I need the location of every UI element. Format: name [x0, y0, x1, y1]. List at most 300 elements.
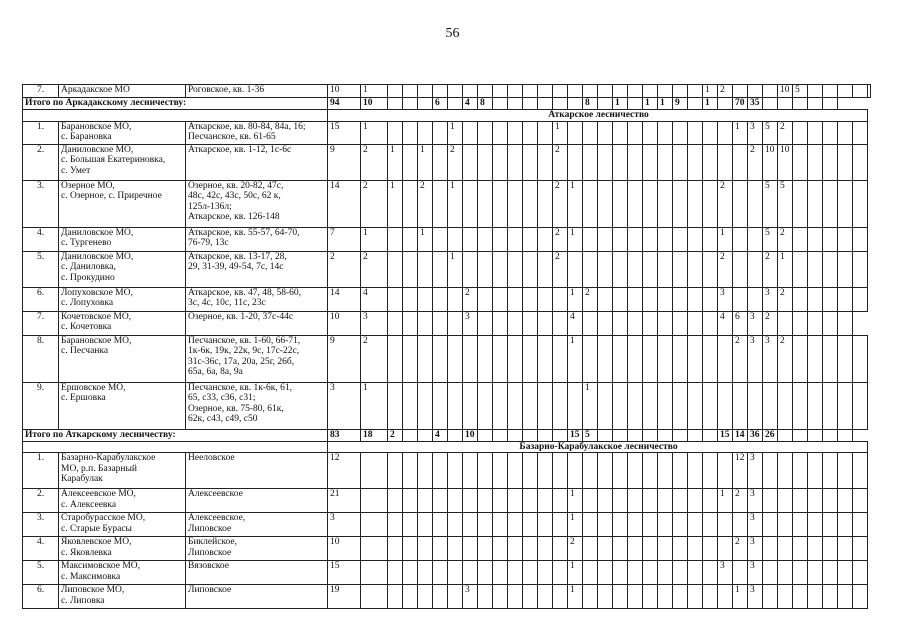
forest-blocks-cell: Алексеевское: [186, 489, 328, 513]
total-count-cell: 2: [328, 251, 361, 287]
value-cell: [703, 311, 718, 335]
value-cell: [613, 287, 628, 311]
value-cell: [613, 489, 628, 513]
value-cell: [403, 180, 418, 227]
table-row: [23, 227, 871, 251]
value-cell: [853, 453, 868, 489]
value-cell: [808, 144, 823, 180]
value-cell: [418, 585, 433, 609]
value-cell: [793, 561, 808, 585]
value-cell: [643, 85, 658, 98]
value-cell: [508, 453, 523, 489]
value-cell: 2: [361, 144, 388, 180]
value-cell: [448, 453, 463, 489]
total-value-cell: [553, 429, 568, 441]
value-cell: [703, 537, 718, 561]
value-cell: [823, 561, 838, 585]
value-cell: [703, 585, 718, 609]
value-cell: 3: [748, 537, 763, 561]
value-cell: [583, 537, 598, 561]
value-cell: [478, 85, 493, 98]
value-cell: [598, 85, 613, 98]
value-cell: [808, 537, 823, 561]
value-cell: [523, 561, 538, 585]
value-cell: [493, 335, 508, 382]
value-cell: [793, 227, 808, 251]
value-cell: [361, 513, 388, 537]
value-cell: [478, 537, 493, 561]
value-cell: [463, 382, 478, 429]
value-cell: [643, 227, 658, 251]
municipality-cell: Кочетовское МО, с. Кочетовка: [59, 311, 186, 335]
value-cell: [793, 180, 808, 227]
value-cell: 2: [748, 144, 763, 180]
value-cell: [448, 85, 463, 98]
value-cell: 1: [418, 227, 433, 251]
total-value-cell: [493, 429, 508, 441]
value-cell: [688, 537, 703, 561]
value-cell: 3: [763, 287, 778, 311]
value-cell: [583, 227, 598, 251]
total-count-cell: 15: [328, 561, 361, 585]
value-cell: [778, 311, 793, 335]
value-cell: 1: [568, 513, 583, 537]
value-cell: [553, 311, 568, 335]
value-cell: [493, 585, 508, 609]
value-cell: [538, 144, 553, 180]
value-cell: [763, 585, 778, 609]
value-cell: [403, 227, 418, 251]
value-cell: [538, 227, 553, 251]
value-cell: [823, 453, 838, 489]
value-cell: [853, 144, 868, 180]
value-cell: [433, 335, 448, 382]
value-cell: 1: [448, 251, 463, 287]
row-number-cell: 4.: [23, 537, 59, 561]
value-cell: [838, 85, 853, 98]
value-cell: [673, 85, 688, 98]
value-cell: 2: [361, 251, 388, 287]
value-cell: [808, 561, 823, 585]
value-cell: [388, 489, 403, 513]
value-cell: [478, 287, 493, 311]
value-cell: [673, 453, 688, 489]
value-cell: [598, 180, 613, 227]
value-cell: [523, 489, 538, 513]
value-cell: [478, 585, 493, 609]
total-value-cell: 26: [763, 429, 778, 441]
value-cell: [598, 311, 613, 335]
value-cell: [463, 561, 478, 585]
value-cell: [703, 144, 718, 180]
value-cell: [523, 180, 538, 227]
value-cell: [643, 251, 658, 287]
value-cell: [361, 561, 388, 585]
value-cell: 3: [763, 335, 778, 382]
value-cell: [703, 287, 718, 311]
value-cell: [793, 121, 808, 144]
value-cell: [463, 537, 478, 561]
total-value-cell: 70: [733, 98, 748, 110]
forest-blocks-cell: Песчанское, кв. 1-60, 66-71, 1к-6к, 19к, 22к, 9с, 17с-22с, 31с-36с, 17а, 20а, 25г, 26б, 65а, 6а, 8а, 9а: [186, 335, 328, 382]
table-row: [23, 585, 871, 609]
value-cell: [763, 537, 778, 561]
value-cell: [688, 561, 703, 585]
value-cell: [838, 311, 853, 335]
value-cell: 1: [361, 382, 388, 429]
value-cell: [361, 453, 388, 489]
value-cell: 1: [733, 121, 748, 144]
forest-blocks-cell: Аткарское, кв. 13-17, 28, 29, 31-39, 49-54, 7с, 14с: [186, 251, 328, 287]
total-value-cell: [643, 429, 658, 441]
total-count-cell: 12: [328, 453, 361, 489]
value-cell: [568, 85, 583, 98]
value-cell: [793, 251, 808, 287]
value-cell: [598, 537, 613, 561]
total-value-cell: 4: [463, 98, 478, 110]
value-cell: [403, 251, 418, 287]
value-cell: [643, 561, 658, 585]
value-cell: [823, 180, 838, 227]
value-cell: [388, 251, 403, 287]
total-value-cell: [508, 98, 523, 110]
value-cell: [553, 585, 568, 609]
value-cell: [361, 537, 388, 561]
value-cell: 1: [568, 585, 583, 609]
value-cell: [448, 382, 463, 429]
total-count-cell: 3: [328, 382, 361, 429]
value-cell: [688, 489, 703, 513]
value-cell: 1: [448, 121, 463, 144]
value-cell: [403, 585, 418, 609]
value-cell: [493, 453, 508, 489]
value-cell: 10: [778, 85, 793, 98]
municipality-cell: Ершовское МО, с. Ершовка: [59, 382, 186, 429]
value-cell: [673, 227, 688, 251]
value-cell: [628, 144, 643, 180]
value-cell: [613, 561, 628, 585]
value-cell: [613, 311, 628, 335]
value-cell: [628, 382, 643, 429]
value-cell: [658, 287, 673, 311]
total-count-cell: 94: [328, 98, 361, 110]
forest-blocks-cell: Песчанское, кв. 1к-6к, 61, 65, с33, с36, с31; Озерное, кв. 75-80, 61к, 62к, с43, с49, с50: [186, 382, 328, 429]
value-cell: [433, 382, 448, 429]
value-cell: [733, 251, 748, 287]
value-cell: [598, 382, 613, 429]
value-cell: [448, 489, 463, 513]
row-number-cell: 7.: [23, 85, 59, 98]
value-cell: 3: [748, 489, 763, 513]
value-cell: [688, 121, 703, 144]
total-value-cell: 2: [388, 429, 403, 441]
value-cell: 5: [793, 85, 808, 98]
total-count-cell: 10: [328, 537, 361, 561]
municipality-cell: Старобурасское МО, с. Старые Бурасы: [59, 513, 186, 537]
value-cell: [613, 537, 628, 561]
total-value-cell: [808, 98, 823, 110]
value-cell: [733, 85, 748, 98]
total-value-cell: 1: [703, 98, 718, 110]
value-cell: 3: [748, 513, 763, 537]
value-cell: [598, 227, 613, 251]
value-cell: [388, 227, 403, 251]
value-cell: [808, 311, 823, 335]
value-cell: [718, 144, 733, 180]
value-cell: [808, 335, 823, 382]
value-cell: [688, 287, 703, 311]
value-cell: [508, 585, 523, 609]
value-cell: [508, 287, 523, 311]
value-cell: [778, 585, 793, 609]
value-cell: [583, 585, 598, 609]
total-value-cell: [688, 429, 703, 441]
value-cell: [613, 585, 628, 609]
value-cell: [703, 513, 718, 537]
total-value-cell: 4: [433, 429, 448, 441]
value-cell: [808, 180, 823, 227]
value-cell: [688, 453, 703, 489]
value-cell: [433, 561, 448, 585]
total-count-cell: 9: [328, 144, 361, 180]
value-cell: 2: [763, 311, 778, 335]
value-cell: [853, 561, 868, 585]
value-cell: [508, 144, 523, 180]
value-cell: [448, 335, 463, 382]
value-cell: [733, 144, 748, 180]
table-row: [23, 561, 871, 585]
value-cell: [778, 537, 793, 561]
value-cell: [838, 335, 853, 382]
total-value-cell: [448, 98, 463, 110]
value-cell: [418, 537, 433, 561]
total-value-cell: 10: [361, 98, 388, 110]
total-value-cell: 1: [658, 98, 673, 110]
value-cell: 3: [463, 585, 478, 609]
value-cell: [478, 489, 493, 513]
row-number-cell: 6.: [23, 585, 59, 609]
value-cell: [643, 335, 658, 382]
value-cell: [658, 121, 673, 144]
value-cell: [793, 513, 808, 537]
value-cell: 1: [553, 121, 568, 144]
value-cell: [673, 585, 688, 609]
total-value-cell: [628, 429, 643, 441]
value-cell: 3: [748, 335, 763, 382]
value-cell: 2: [553, 227, 568, 251]
value-cell: [838, 144, 853, 180]
value-cell: [523, 335, 538, 382]
value-cell: [538, 561, 553, 585]
value-cell: [733, 513, 748, 537]
value-cell: [778, 513, 793, 537]
row-number-cell: 1.: [23, 121, 59, 144]
value-cell: [703, 227, 718, 251]
total-value-cell: [508, 429, 523, 441]
value-cell: [568, 144, 583, 180]
value-cell: [388, 85, 403, 98]
forest-blocks-cell: Липовское: [186, 585, 328, 609]
value-cell: [673, 287, 688, 311]
value-cell: [583, 335, 598, 382]
value-cell: [838, 251, 853, 287]
value-cell: 3: [748, 585, 763, 609]
value-cell: 10: [778, 144, 793, 180]
value-cell: [853, 335, 868, 382]
total-value-cell: 15: [718, 429, 733, 441]
value-cell: [793, 311, 808, 335]
value-cell: 3: [463, 311, 478, 335]
value-cell: 5: [763, 180, 778, 227]
value-cell: [628, 180, 643, 227]
value-cell: 1: [568, 227, 583, 251]
value-cell: [523, 453, 538, 489]
value-cell: [613, 180, 628, 227]
total-value-cell: [823, 429, 838, 441]
value-cell: [673, 144, 688, 180]
table-row: [23, 180, 871, 227]
value-cell: [658, 561, 673, 585]
total-value-cell: [403, 429, 418, 441]
value-cell: [838, 513, 853, 537]
value-cell: [493, 311, 508, 335]
value-cell: [658, 251, 673, 287]
table-row: [23, 251, 871, 287]
table-row: [23, 537, 871, 561]
total-value-cell: 14: [733, 429, 748, 441]
value-cell: [478, 144, 493, 180]
value-cell: [463, 180, 478, 227]
value-cell: [793, 537, 808, 561]
value-cell: 3: [718, 561, 733, 585]
value-cell: [553, 287, 568, 311]
value-cell: [613, 121, 628, 144]
value-cell: 2: [583, 287, 598, 311]
total-value-cell: [478, 429, 493, 441]
value-cell: [628, 489, 643, 513]
value-cell: [583, 311, 598, 335]
row-number-cell: 3.: [23, 180, 59, 227]
value-cell: [643, 382, 658, 429]
value-cell: [613, 144, 628, 180]
value-cell: [763, 85, 778, 98]
value-cell: [748, 227, 763, 251]
value-cell: [418, 335, 433, 382]
value-cell: [823, 382, 838, 429]
value-cell: 3: [748, 121, 763, 144]
value-cell: [403, 287, 418, 311]
value-cell: 2: [718, 251, 733, 287]
total-value-cell: [523, 98, 538, 110]
value-cell: [493, 561, 508, 585]
value-cell: [703, 453, 718, 489]
value-cell: [598, 453, 613, 489]
value-cell: [823, 489, 838, 513]
total-count-cell: 83: [328, 429, 361, 441]
value-cell: [598, 489, 613, 513]
value-cell: [478, 121, 493, 144]
value-cell: [628, 85, 643, 98]
value-cell: 2: [553, 251, 568, 287]
value-cell: [418, 287, 433, 311]
value-cell: [643, 537, 658, 561]
total-value-cell: [538, 429, 553, 441]
empty-cell: [23, 110, 328, 122]
value-cell: [823, 513, 838, 537]
value-cell: [628, 561, 643, 585]
total-value-cell: [688, 98, 703, 110]
total-value-cell: [778, 98, 793, 110]
value-cell: 3: [361, 311, 388, 335]
value-cell: [433, 489, 448, 513]
municipality-cell: Базарно-Карабулакское МО, р.п. Базарный Карабулак: [59, 453, 186, 489]
value-cell: [523, 227, 538, 251]
value-cell: [388, 335, 403, 382]
value-cell: [808, 287, 823, 311]
value-cell: [733, 227, 748, 251]
value-cell: [643, 311, 658, 335]
forest-blocks-cell: Аткарское, кв. 55-57, 64-70, 76-79, 13с: [186, 227, 328, 251]
forest-blocks-cell: Нееловское: [186, 453, 328, 489]
value-cell: [658, 513, 673, 537]
value-cell: [598, 121, 613, 144]
value-cell: 5: [763, 227, 778, 251]
value-cell: 4: [718, 311, 733, 335]
value-cell: [538, 287, 553, 311]
value-cell: [703, 251, 718, 287]
value-cell: [418, 311, 433, 335]
value-cell: [433, 287, 448, 311]
value-cell: [448, 561, 463, 585]
value-cell: [808, 489, 823, 513]
value-cell: [688, 335, 703, 382]
value-cell: [403, 561, 418, 585]
value-cell: [658, 85, 673, 98]
total-value-cell: 9: [673, 98, 688, 110]
value-cell: [508, 382, 523, 429]
total-value-cell: [793, 429, 808, 441]
value-cell: [403, 311, 418, 335]
forest-blocks-cell: Аткарское, кв. 47, 48, 58-60, 3с, 4с, 10с, 11с, 23с: [186, 287, 328, 311]
value-cell: [493, 489, 508, 513]
value-cell: 1: [568, 287, 583, 311]
value-cell: [688, 585, 703, 609]
value-cell: [433, 513, 448, 537]
total-value-cell: [493, 98, 508, 110]
value-cell: 12: [733, 453, 748, 489]
total-count-cell: 19: [328, 585, 361, 609]
value-cell: [643, 180, 658, 227]
table-row: [23, 287, 871, 311]
total-value-cell: [808, 429, 823, 441]
value-cell: [418, 121, 433, 144]
value-cell: [538, 85, 553, 98]
value-cell: [838, 180, 853, 227]
total-count-cell: 10: [328, 85, 361, 98]
value-cell: [838, 585, 853, 609]
total-value-cell: 15: [568, 429, 583, 441]
value-cell: [748, 382, 763, 429]
value-cell: [388, 537, 403, 561]
value-cell: [643, 513, 658, 537]
value-cell: [658, 180, 673, 227]
value-cell: [538, 121, 553, 144]
value-cell: [628, 453, 643, 489]
row-number-cell: 6.: [23, 287, 59, 311]
value-cell: [688, 144, 703, 180]
value-cell: [538, 311, 553, 335]
value-cell: [628, 537, 643, 561]
